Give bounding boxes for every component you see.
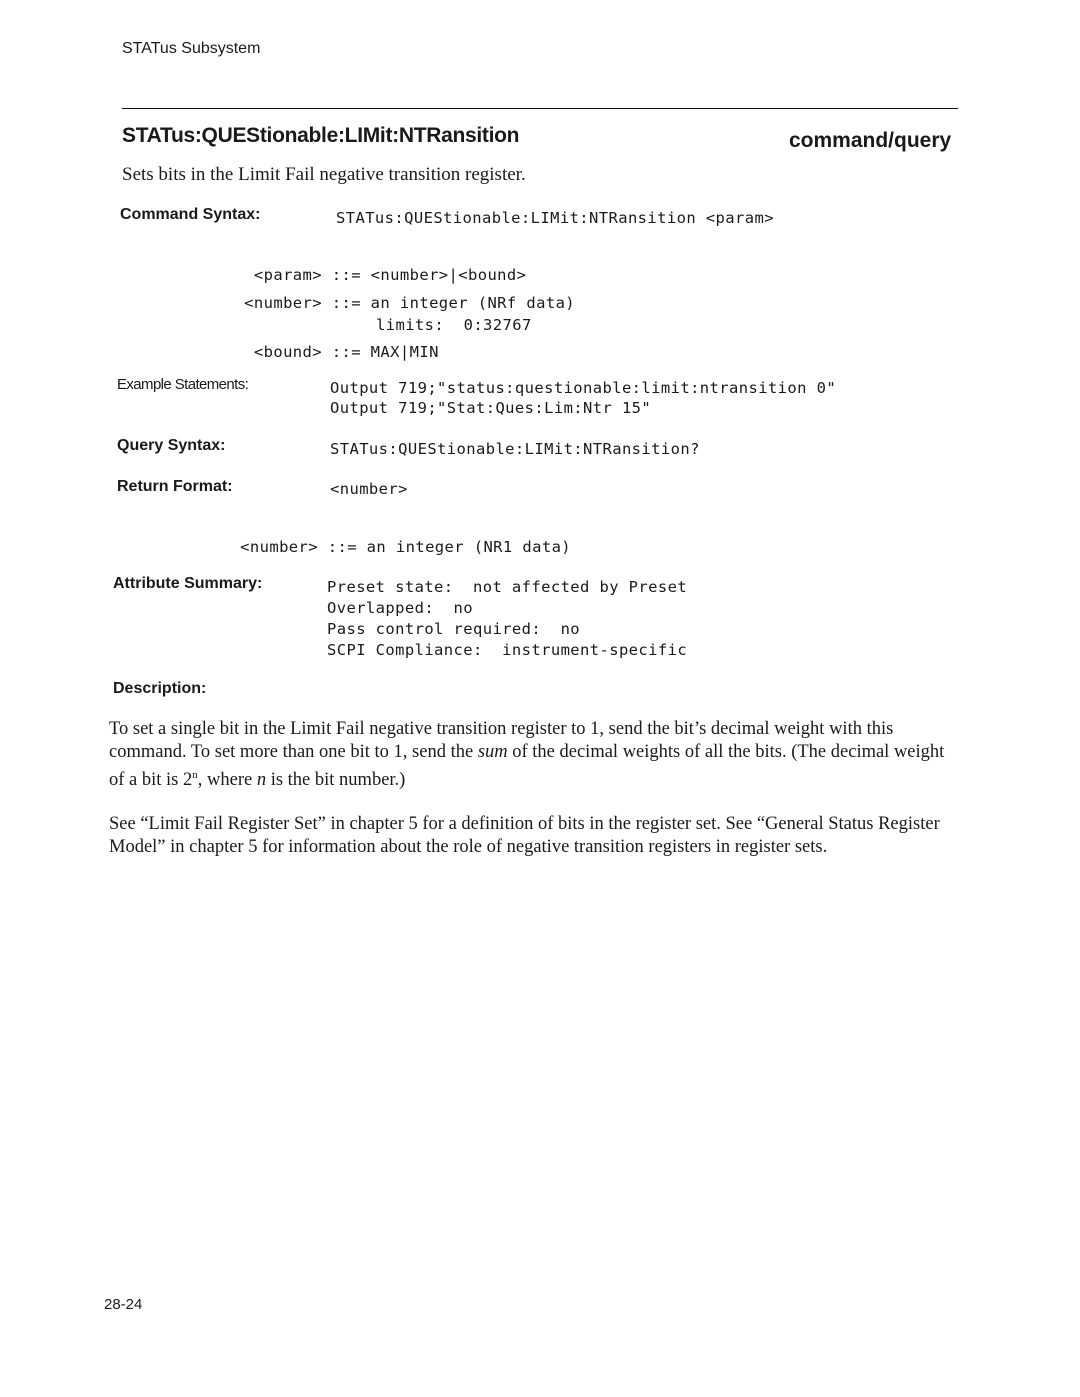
attribute-summary-label: Attribute Summary:	[113, 575, 263, 592]
description-paragraph-2: See “Limit Fail Register Set” in chapter 5 for a definition of bits in the register set. See “General Status Register Model” in chapter 5 for information about the role of negative transition registers in register sets.	[109, 814, 940, 857]
desc-p1-n: n	[256, 770, 267, 791]
command-syntax-label: Command Syntax:	[120, 206, 261, 223]
bound-op: ::=	[331, 343, 361, 361]
param-lhs: <param>	[253, 266, 322, 284]
grammar-bound	[236, 343, 439, 361]
return-number-rhs: an integer (NR1 data)	[366, 538, 572, 556]
param-op: ::=	[331, 266, 361, 284]
number-lhs: <number>	[244, 294, 322, 312]
attr-preset: Preset state: not affected by Preset	[327, 578, 688, 596]
attr-overlapped: Overlapped: no	[327, 599, 473, 617]
command-syntax-value: STATus:QUEStionable:LIMit:NTRansition <param>	[336, 209, 774, 227]
description-paragraph-1	[109, 718, 949, 792]
grammar-number	[236, 294, 575, 312]
attr-pass-control: Pass control required: no	[327, 620, 581, 638]
return-format-label: Return Format:	[117, 478, 233, 495]
number-rhs: an integer (NRf data)	[370, 294, 576, 312]
description-label: Description:	[113, 680, 207, 697]
header-divider	[122, 108, 958, 109]
grammar-return-number	[232, 538, 571, 556]
command-type: command/query	[789, 129, 952, 152]
param-rhs: <number>|<bound>	[370, 266, 527, 284]
query-syntax-value: STATus:QUEStionable:LIMit:NTRansition?	[330, 440, 700, 458]
grammar-param	[236, 266, 526, 284]
return-format-value: <number>	[330, 480, 408, 498]
return-number-lhs: <number>	[240, 538, 318, 556]
return-number-op: ::=	[327, 538, 357, 556]
desc-p1-part-a: To set a single bit in the Limit Fail negative transition register to 1, send the bit’s decimal weight with this command. To set more than one bit to 1, send the	[109, 719, 894, 762]
running-header: STATus Subsystem	[122, 40, 261, 57]
number-op: ::=	[331, 294, 361, 312]
example-line-2: Output 719;"Stat:Ques:Lim:Ntr 15"	[330, 399, 652, 417]
page-number: 28-24	[104, 1296, 143, 1313]
desc-p1-sum: sum	[477, 742, 508, 762]
desc-p1-part-d: is the bit number.)	[266, 770, 406, 791]
desc-p1-part-c: , where	[197, 770, 257, 791]
command-title: STATus:QUEStionable:LIMit:NTRansition	[122, 124, 520, 147]
bound-lhs: <bound>	[253, 343, 322, 361]
query-syntax-label: Query Syntax:	[117, 437, 226, 454]
example-statements-label: Example Statements:	[117, 376, 249, 393]
attr-scpi: SCPI Compliance: instrument-specific	[327, 641, 688, 659]
desc-p1-superscript: n	[192, 769, 198, 781]
example-line-1: Output 719;"status:questionable:limit:ntransition 0"	[330, 379, 837, 397]
desc-p1-part-b: of the decimal weights of all the bits. (The decimal weight of a bit is 2	[109, 742, 945, 791]
bound-rhs: MAX|MIN	[370, 343, 439, 361]
number-limits: limits: 0:32767	[376, 316, 532, 334]
summary-text: Sets bits in the Limit Fail negative transition register.	[122, 164, 526, 185]
